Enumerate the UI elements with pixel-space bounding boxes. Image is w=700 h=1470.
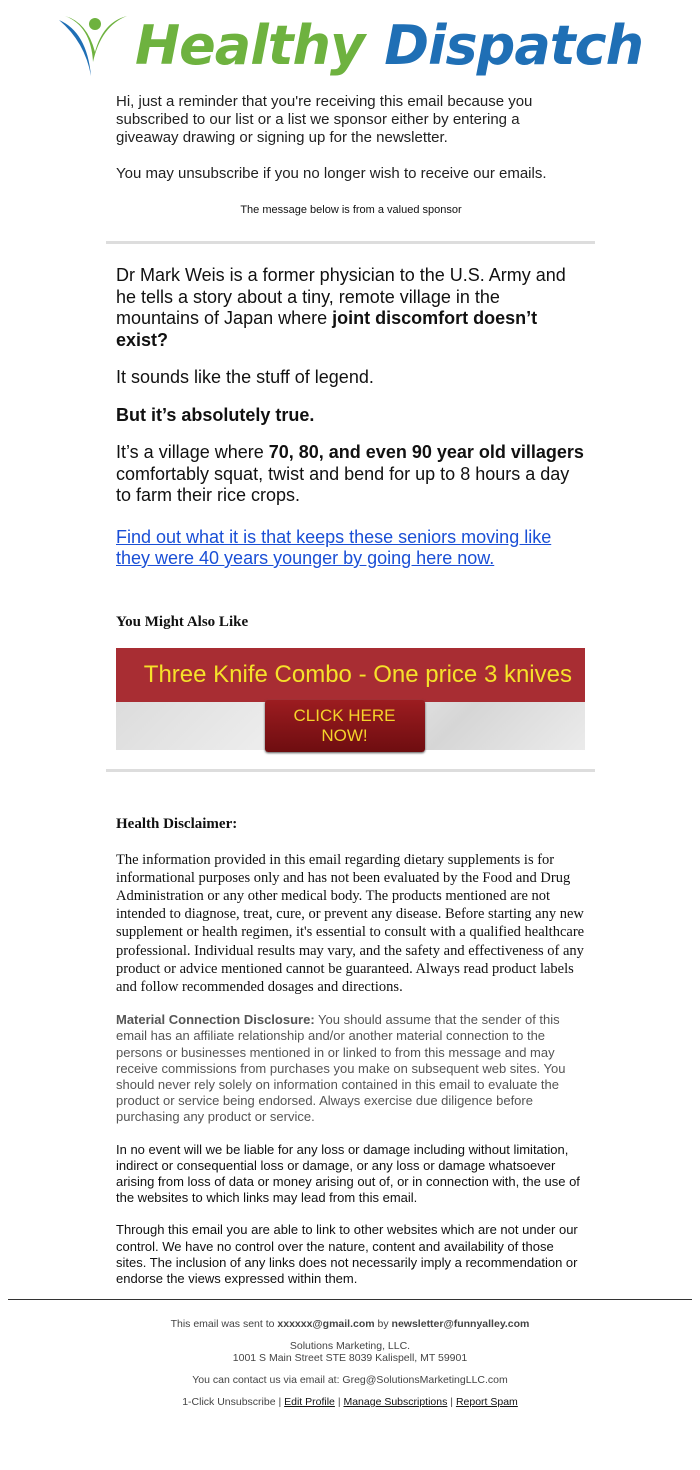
liability-text: In no event will we be liable for any loss or damage including without limitation, indirect or consequential loss or damage, or any loss or damage whatsoever arising from loss of data or money arising out of, or in connection with, the use of the websites to which links may lead from this email. (116, 1141, 580, 1206)
logo (0, 0, 700, 90)
footer-links (0, 1396, 700, 1408)
section-heading: You Might Also Like (116, 613, 249, 630)
paragraph-true: But it’s absolutely true. (116, 404, 315, 425)
paragraph-intro (116, 265, 586, 351)
offer-link[interactable]: Find out what it is that keeps these seniors moving like they were 40 years younger by going here now. (116, 526, 552, 568)
sponsor-note: The message below is from a valued sponsor (240, 204, 462, 216)
footer (0, 1318, 700, 1408)
links-note: Through this email you are able to link to other websites which are not under our control. We have no control over the nature, content and availability of those sites. The inclusion of any links does not necessarily imply a recommendation or endorse the views expressed within them. (116, 1222, 578, 1286)
sponsor-message (116, 265, 586, 570)
material-label: Material Connection Disclosure: (116, 1012, 315, 1028)
disclaimer-text: The information provided in this email regarding dietary supplements is for informational purposes only and has not been evaluated by the Food and Drug Administration or any other medical body. The products mentioned are not intended to diagnose, treat, cure, or prevent any disease. Before starting any new supplement or health regimen, it's essential to consult with a qualified healthcare professional. Individual results may vary, and the safety and effectiveness of any product or advice mentioned cannot be guaranteed. Always read product labels and follow recommended dosages and directions. (116, 851, 585, 995)
text: comfortably squat, twist and bend for up to 8 hours a day to farm their rice crops. (116, 463, 570, 505)
sender-email: newsletter@funnyalley.com (391, 1318, 530, 1331)
disclaimer-heading: Health Disclaimer: (116, 815, 238, 832)
material-disclosure (116, 1012, 586, 1125)
disclaimer-section (116, 816, 586, 1288)
material-text: You should assume that the sender of this email has an affiliate relationship and/or another material connection to the persons or businesses mentioned in or linked to from this message and may receive commissions from purchases you make on subsequent web sites. You should never rely solely on information contained in this email to evaluate the product or service being endorsed. Always exercise due diligence before purchasing any product or service. (116, 1012, 566, 1125)
paragraph-legend: It sounds like the stuff of legend. (116, 367, 374, 387)
separator: | (275, 1396, 285, 1409)
click-here-button[interactable]: CLICK HERE NOW! (265, 700, 425, 752)
knife-banner-ad[interactable] (116, 648, 585, 750)
edit-profile-link[interactable]: Edit Profile (284, 1396, 335, 1409)
company-address: 1001 S Main Street STE 8039 Kalispell, MT 59901 (232, 1352, 468, 1365)
report-spam-link[interactable]: Report Spam (455, 1396, 518, 1409)
intro-reminder: Hi, just a reminder that you're receiving this email because you subscribed to our list or a list we sponsor either by entering a giveaway drawing or signing up for the newsletter. (116, 93, 533, 146)
you-might-also-like (116, 614, 586, 750)
one-click-unsubscribe[interactable]: 1-Click Unsubscribe (182, 1396, 276, 1409)
sent-to-line (0, 1318, 700, 1330)
text: Dr Mark Weis is a former physician to the U.S. Army and he tells a story about a tiny, remote village in the mountains of Japan where (116, 265, 566, 328)
intro-unsubscribe-note: You may unsubscribe if you no longer wish to receive our emails. (116, 165, 547, 182)
text: It’s a village where (116, 442, 269, 462)
text: This email was sent to (170, 1318, 278, 1331)
separator: | (447, 1396, 456, 1409)
contact-line: You can contact us via email at: Greg@SolutionsMarketingLLC.com (192, 1374, 508, 1387)
divider (106, 769, 595, 772)
paragraph-village (116, 442, 586, 507)
intro (116, 93, 586, 219)
manage-subscriptions-link[interactable]: Manage Subscriptions (343, 1396, 448, 1409)
logo-person-icon (57, 12, 129, 78)
banner-background (116, 702, 585, 750)
logo-word-healthy: Healthy (134, 13, 365, 77)
recipient-email: xxxxxx@gmail.com (277, 1318, 375, 1331)
footer-divider (8, 1299, 692, 1300)
divider (106, 241, 595, 244)
logo-word-dispatch: Dispatch (384, 13, 644, 77)
company-name: Solutions Marketing, LLC. (289, 1340, 411, 1353)
text: by (374, 1318, 392, 1331)
bold-text: 70, 80, and even 90 year old villagers (268, 442, 584, 462)
banner-title: Three Knife Combo - One price 3 knives (116, 648, 585, 702)
bold-text: joint discomfort doesn’t exist? (116, 308, 538, 350)
separator: | (334, 1396, 344, 1409)
